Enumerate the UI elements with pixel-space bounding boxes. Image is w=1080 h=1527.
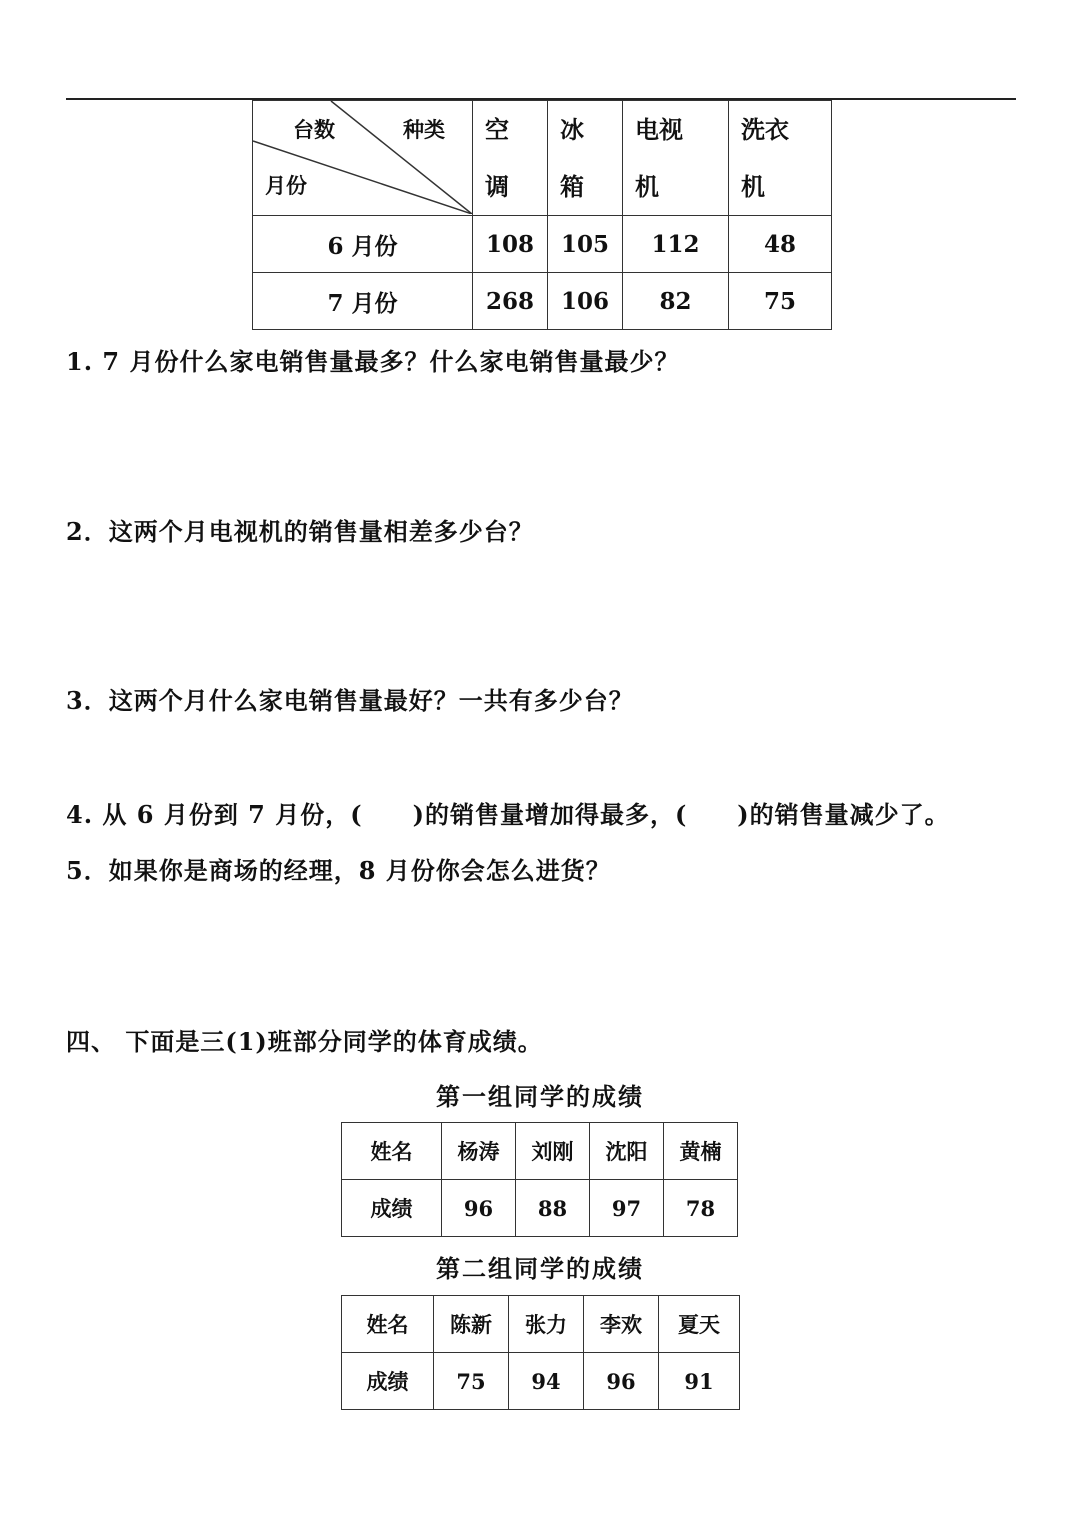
score-cell: 96	[442, 1180, 516, 1237]
value-cell: 48	[729, 216, 832, 273]
name-label-cell: 姓名	[342, 1296, 434, 1353]
month-cell: 7 月份	[253, 273, 473, 330]
corner-type-label: 种类	[403, 117, 445, 142]
category-ac	[473, 101, 548, 216]
table-row	[342, 1123, 738, 1180]
month-cell: 6 月份	[253, 216, 473, 273]
category-line2: 调	[485, 172, 509, 201]
corner-month-label: 月份	[265, 173, 307, 198]
group1-caption: 第一组同学的成绩	[436, 1082, 644, 1111]
group2-caption: 第二组同学的成绩	[436, 1254, 644, 1283]
score-cell: 75	[434, 1353, 509, 1410]
question-3: 3．这两个月什么家电销售量最好？一共有多少台？	[66, 686, 634, 715]
name-cell: 杨涛	[442, 1123, 516, 1180]
name-cell: 李欢	[584, 1296, 659, 1353]
corner-count-label: 台数	[293, 117, 335, 142]
name-cell: 沈阳	[590, 1123, 664, 1180]
value-cell: 268	[473, 273, 548, 330]
score-label-cell: 成绩	[342, 1353, 434, 1410]
score-cell: 88	[516, 1180, 590, 1237]
score-cell: 96	[584, 1353, 659, 1410]
score-cell: 97	[590, 1180, 664, 1237]
name-cell: 刘刚	[516, 1123, 590, 1180]
value-cell: 75	[729, 273, 832, 330]
question-1: 1. 7 月份什么家电销售量最多？什么家电销售量最少？	[66, 347, 680, 376]
category-line1: 空	[485, 115, 509, 144]
value-cell: 105	[548, 216, 623, 273]
question-4: 4. 从 6 月份到 7 月份，( )的销售量增加得最多，( )的销售量减少了。	[66, 800, 950, 829]
category-tv	[623, 101, 729, 216]
category-line1: 电视	[635, 115, 683, 144]
name-cell: 夏天	[659, 1296, 740, 1353]
score-label-cell: 成绩	[342, 1180, 442, 1237]
table-row	[342, 1296, 740, 1353]
table-row	[342, 1180, 738, 1237]
sales-table-header-row	[253, 101, 832, 216]
category-washer	[729, 101, 832, 216]
category-line1: 洗衣	[741, 115, 789, 144]
sales-row-july	[253, 273, 832, 330]
value-cell: 112	[623, 216, 729, 273]
sales-row-june	[253, 216, 832, 273]
value-cell: 106	[548, 273, 623, 330]
value-cell: 82	[623, 273, 729, 330]
group2-score-table	[341, 1295, 740, 1410]
name-cell: 张力	[509, 1296, 584, 1353]
score-cell: 91	[659, 1353, 740, 1410]
category-line1: 冰	[560, 115, 584, 144]
value-cell: 108	[473, 216, 548, 273]
category-line2: 机	[635, 172, 659, 201]
name-cell: 黄楠	[664, 1123, 738, 1180]
table-row	[342, 1353, 740, 1410]
name-label-cell: 姓名	[342, 1123, 442, 1180]
category-fridge	[548, 101, 623, 216]
category-line2: 箱	[560, 172, 584, 201]
diagonal-header-cell	[253, 101, 473, 216]
question-2: 2．这两个月电视机的销售量相差多少台？	[66, 517, 534, 546]
category-line2: 机	[741, 172, 765, 201]
group1-score-table	[341, 1122, 738, 1237]
sales-table	[252, 100, 832, 330]
score-cell: 94	[509, 1353, 584, 1410]
score-cell: 78	[664, 1180, 738, 1237]
question-5: 5．如果你是商场的经理，8 月份你会怎么进货？	[66, 856, 611, 885]
section-4-heading: 四、 下面是三(1)班部分同学的体育成绩。	[66, 1027, 543, 1056]
name-cell: 陈新	[434, 1296, 509, 1353]
